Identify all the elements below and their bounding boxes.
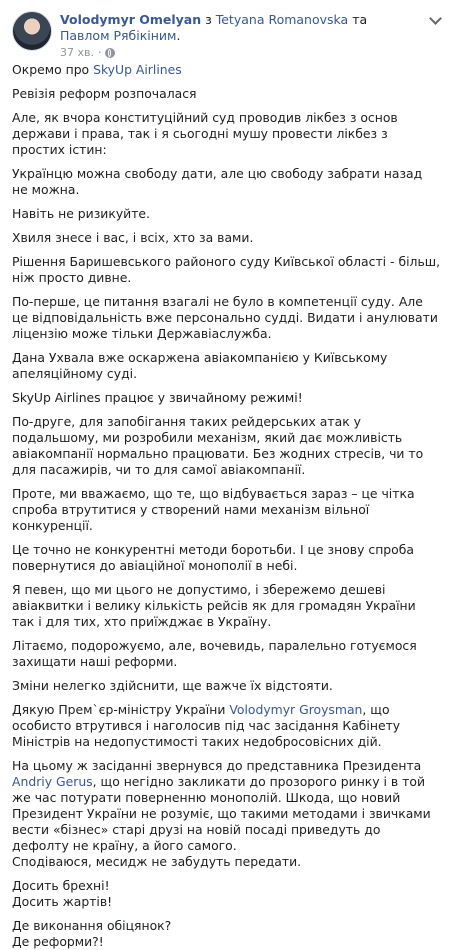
paragraph-19	[12, 878, 441, 910]
paragraph-text: Окремо про	[12, 62, 94, 77]
paragraph-5: Навіть не ризикуйте.	[12, 206, 150, 221]
paragraph-10: SkyUp Airlines працює у звичайному режимі!	[12, 390, 303, 405]
paragraph-14: Я певен, що ми цього не допустимо, і збережемо дешеві авіаквитки і велику кількість рейсів як для громадян України так і для тих, хто приїжджає в Україну.	[12, 582, 416, 629]
paragraph-17	[12, 702, 441, 750]
author-line	[60, 12, 415, 44]
groysman-link[interactable]: Volodymyr Groysman	[229, 702, 363, 717]
paragraph-6: Хвиля знесе і вас, і всіх, хто за вами.	[12, 230, 254, 245]
paragraph-12: Проте, ми вважаємо, що те, що відбувається зараз – це чітка спроба втрутитися у створений нами механізм вільної конкуренції.	[12, 486, 415, 533]
globe-icon[interactable]	[105, 48, 115, 58]
paragraph-2: Ревізія реформ розпочалася	[12, 86, 197, 101]
paragraph-text: Де реформи?!	[12, 934, 104, 949]
post-header	[12, 10, 441, 62]
paragraph-13: Це точно не конкурентні методи боротьби. І це знову спроба повернутися до авіаційної монополії в небі.	[12, 542, 414, 573]
tagged-person-link-2[interactable]: Павлом Рябікіним	[60, 28, 177, 43]
paragraph-text: Досить жартів!	[12, 894, 113, 909]
skyup-airlines-link[interactable]: SkyUp Airlines	[93, 62, 182, 77]
header-period: .	[176, 28, 181, 43]
avatar[interactable]	[12, 11, 52, 51]
author-name-link[interactable]: Volodymyr Omelyan	[60, 12, 202, 27]
paragraph-11: По-друге, для запобігання таких рейдерських атак у подальшому, ми розробили механізм, який дає можливість авіакомпанії нормально працювати. Без жодних стресів, чи то для пасажирів, чи то для самої авіакомпанії.	[12, 414, 424, 477]
connector-text-2: та	[348, 12, 368, 27]
paragraph-text: , що особисто втрутився і наголосив під час засідання Кабінету Міністрів на недопустимості таких недобросовісних дій.	[12, 702, 401, 749]
paragraph-7: Рішення Баришевського районого суду Київської області - більш, ніж просто дивне.	[12, 254, 441, 285]
meta-separator: ·	[97, 46, 102, 59]
paragraph-8: По-перше, це питання взагалі не було в компетенції суду. Але це відповідальність вже персонально судді. Видати і анулювати ліцензію може тільки Державіаслужба.	[12, 294, 438, 341]
paragraph-1	[12, 62, 441, 78]
paragraph-16: Зміни нелегко здійснити, ще важче їх відстояти.	[12, 678, 333, 693]
gerus-link[interactable]: Andriy Gerus	[12, 774, 93, 789]
paragraph-15: Літаємо, подорожуємо, але, вочевидь, паралельно готуємося захищати наші реформи.	[12, 638, 417, 669]
connector-text: з	[201, 12, 216, 27]
timestamp-link[interactable]: 37 хв.	[60, 46, 94, 59]
post-meta	[60, 46, 115, 59]
paragraph-4: Українцю можна свободу дати, але цю свободу забрати назад не можна.	[12, 166, 423, 197]
paragraph-text: , що негідно закликати до прозорого ринку і в той же час потурати поверненню монополій. Шкода, що новий Президент України не розуміє, що такими методами і звичками вести «бізнес» старі друзі на новій посаді приведуть до дефолту не країну, а його самого.	[12, 774, 431, 853]
paragraph-text: Досить брехні!	[12, 878, 110, 893]
paragraph-3: Але, як вчора конституційний суд проводив лікбез з основ держави і права, так і я сьогодні мушу провести лікбез з простих істин:	[12, 110, 398, 157]
paragraph-text: Дякую Прем`єр-міністру України	[12, 702, 230, 717]
paragraph-18	[12, 758, 441, 870]
paragraph-text: На цьому ж засіданні звернувся до представника Президента	[12, 758, 422, 773]
tagged-person-link-1[interactable]: Tetyana Romanovska	[215, 12, 349, 27]
paragraph-9: Дана Ухвала вже оскаржена авіакомпанією у Київському апеляційному суді.	[12, 350, 388, 381]
post-body	[12, 62, 441, 950]
chevron-down-icon[interactable]	[429, 16, 441, 24]
paragraph-20	[12, 918, 441, 950]
paragraph-text: Сподіваюся, месидж не забудуть передати.	[12, 854, 302, 869]
paragraph-text: Де виконання обіцянок?	[12, 918, 172, 933]
